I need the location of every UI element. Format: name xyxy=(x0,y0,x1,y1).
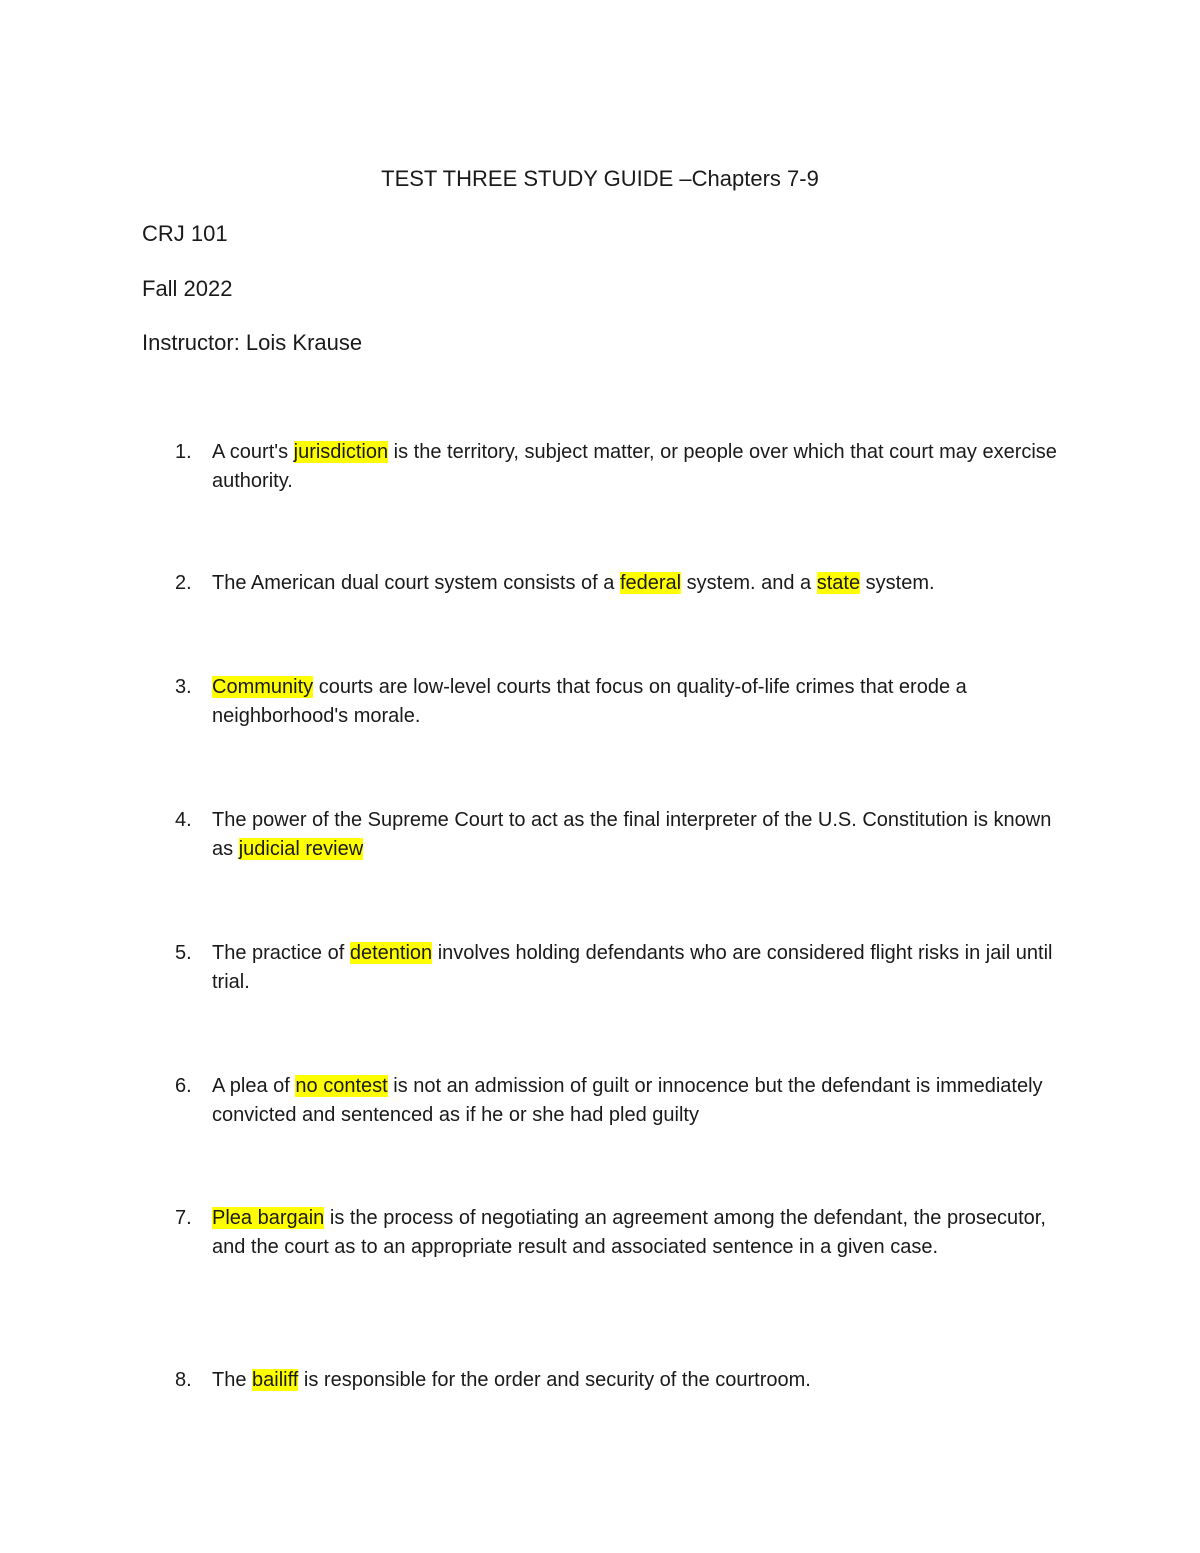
instructor: Instructor: Lois Krause xyxy=(142,330,363,355)
item-text-after: is the territory, subject matter, or people over which that court may exercise authority. xyxy=(212,441,1057,492)
list-item: 6. A plea of no contest is not an admission of guilt or innocence but the defendant is immediately convicted and sentenced as if he or she had pled guilty xyxy=(142,1072,1062,1129)
highlighted-term: no contest xyxy=(295,1075,388,1097)
item-text xyxy=(212,1366,1062,1395)
highlighted-term: jurisdiction xyxy=(293,441,389,463)
item-text-before: A plea of xyxy=(212,1075,296,1097)
item-text xyxy=(212,1204,1062,1261)
highlighted-term: judicial review xyxy=(238,837,364,860)
item-text xyxy=(212,673,1062,730)
list-item: 8. The bailiff is responsible for the order and security of the courtroom. xyxy=(142,1366,1062,1395)
item-text-before: The American dual court system consists of a xyxy=(212,572,620,594)
item-text xyxy=(212,939,1062,996)
highlighted-term: state xyxy=(816,572,861,594)
item-text-before: A court's xyxy=(212,441,294,463)
item-text-after: is not an admission of guilt or innocence but the defendant is immediately convicted and sentenced as if he or she had pled guilty xyxy=(212,1075,1043,1126)
item-text-after: courts are low-level courts that focus on quality-of-life crimes that erode a neighborhood's morale. xyxy=(212,676,967,727)
item-text-after: is the process of negotiating an agreement among the defendant, the prosecutor, and the court as to an appropriate result and associated sentence in a given case. xyxy=(212,1207,1046,1258)
list-item: 4. The power of the Supreme Court to act as the final interpreter of the U.S. Constitution is known as judicial review xyxy=(142,806,1062,863)
item-text-middle: system. and a xyxy=(681,572,817,594)
list-item: 7. Plea bargain is the process of negotiating an agreement among the defendant, the prosecutor, and the court as to an appropriate result and associated sentence in a given case. xyxy=(142,1204,1062,1261)
item-text xyxy=(212,569,1062,598)
list-item: 3. Community courts are low-level courts that focus on quality-of-life crimes that erode a neighborhood's morale. xyxy=(142,673,1062,730)
item-text xyxy=(212,806,1062,863)
item-text-after: system. xyxy=(860,572,935,594)
list-item: 5. The practice of detention involves holding defendants who are considered flight risks in jail until trial. xyxy=(142,939,1062,996)
highlighted-term: federal xyxy=(619,572,682,594)
item-text-before: The power of the Supreme Court to act as the final interpreter of the U.S. Constitution is known as xyxy=(212,809,1052,860)
highlighted-term: Community xyxy=(212,676,314,698)
item-text-before: The xyxy=(212,1369,253,1391)
course-code: CRJ 101 xyxy=(142,221,228,246)
highlighted-term: bailiff xyxy=(252,1369,299,1391)
item-text xyxy=(212,438,1062,495)
item-text-after: is responsible for the order and security of the courtroom. xyxy=(298,1369,811,1391)
item-text-after: involves holding defendants who are considered flight risks in jail until trial. xyxy=(212,942,1053,993)
term: Fall 2022 xyxy=(142,276,233,301)
item-text-before: The practice of xyxy=(212,942,350,964)
list-item: 1. A court's jurisdiction is the territory, subject matter, or people over which that court may exercise authority. xyxy=(142,438,1062,495)
page-title: TEST THREE STUDY GUIDE –Chapters 7-9 xyxy=(381,166,819,191)
item-text xyxy=(212,1072,1062,1129)
highlighted-term: detention xyxy=(349,942,433,964)
highlighted-term: Plea bargain xyxy=(212,1207,325,1229)
list-item: 2. The American dual court system consists of a federal system. and a state system. xyxy=(142,569,1062,598)
